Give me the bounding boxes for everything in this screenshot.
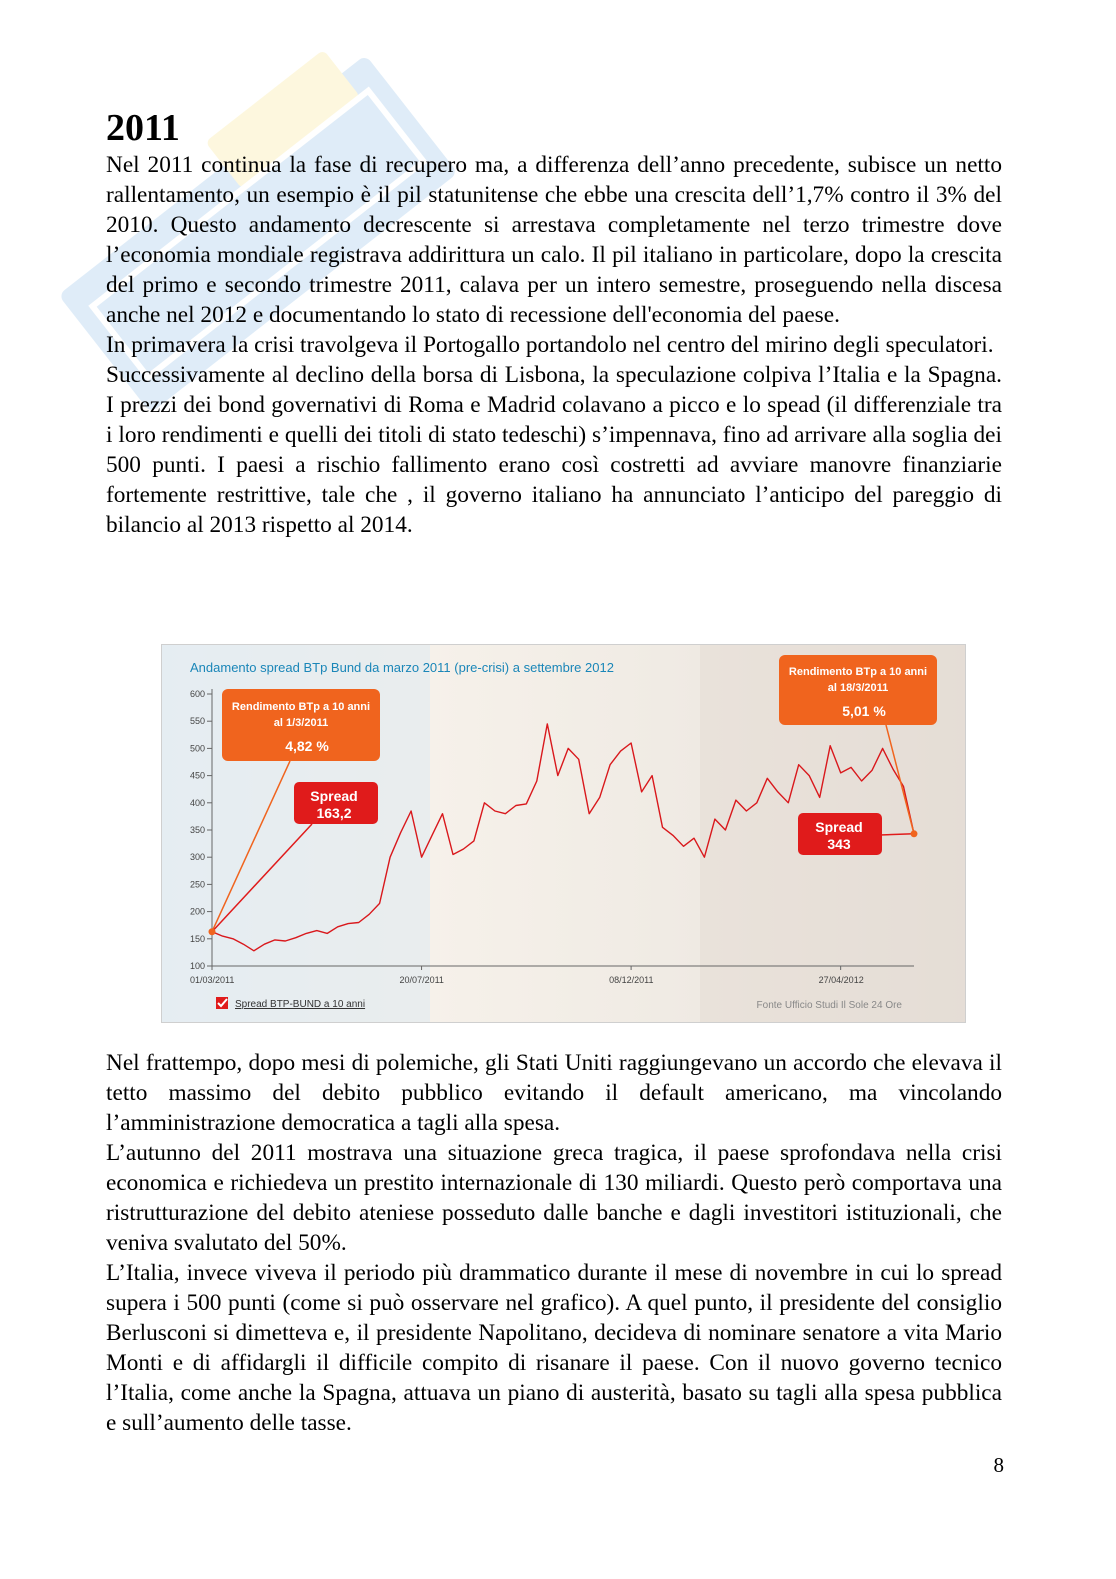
callout-end-spread xyxy=(798,813,882,855)
paragraph: L’autunno del 2011 mostrava una situazione greca tragica, il paese sprofondava nella crisi economica e richiedeva un prestito internazionale di 130 miliardi. Questo però comportava una ristrutturazione del debito ateniese posseduto dalle banche e dagli investitori istituzionali, che veniva svalutato del 50%. xyxy=(106,1140,1002,1256)
callout-end-rate-line2: al 18/3/2011 xyxy=(827,682,889,694)
callout-end-rate-value: 5,01 % xyxy=(842,703,886,719)
y-tick-label: 600 xyxy=(189,689,205,699)
legend-label: Spread BTP-BUND a 10 anni xyxy=(235,999,366,1010)
y-tick-label: 400 xyxy=(189,797,205,808)
paragraph: Successivamente al declino della borsa di Lisbona, la speculazione colpiva l’Italia e la Spagna. I prezzi dei bond governativi di Roma e Madrid colavano a picco e lo spead (il differenziale tra i loro rendimenti e quelli dei titoli di stato tedeschi) s’impennava, fino ad arrivare alla soglia dei 500 punti. I paesi a rischio fallimento erano così costretti ad avviare manovre finanziarie fortemente restrittive, tale che , il governo italiano ha annunciato l’anticipo del pareggio di bilancio al 2013 rispetto al 2014. xyxy=(106,362,1002,538)
chart-legend xyxy=(216,997,365,1010)
y-tick-label: 100 xyxy=(189,961,205,971)
callout-start-rate-value: 4,82 % xyxy=(285,738,329,754)
y-tick-label: 550 xyxy=(189,716,205,727)
callout-end-spread-value: 343 xyxy=(827,836,851,852)
paragraph: Nel frattempo, dopo mesi di polemiche, gli Stati Uniti raggiungevano un accordo che elevava il tetto massimo del debito pubblico evitando il default americano, ma vincolando l’amministrazione democratica a tagli alla spesa. xyxy=(106,1050,1002,1136)
y-tick-label: 200 xyxy=(189,906,205,917)
x-tick-label: 20/07/2011 xyxy=(399,975,444,985)
y-tick-label: 450 xyxy=(189,770,205,781)
callout-end-spread-label: Spread xyxy=(815,819,863,835)
x-tick-label: 27/04/2012 xyxy=(818,975,864,985)
chart-svg xyxy=(162,645,966,1023)
x-tick-label: 01/03/2011 xyxy=(190,975,235,985)
spread-chart xyxy=(161,644,966,1023)
callout-start-rate-line1: Rendimento BTp a 10 anni xyxy=(231,701,371,713)
start-point-marker xyxy=(209,928,216,935)
y-tick-label: 500 xyxy=(189,743,205,754)
callout-end-rate-line1: Rendimento BTp a 10 anni xyxy=(788,666,928,678)
y-tick-label: 300 xyxy=(189,852,205,863)
callout-end-rate xyxy=(779,655,937,725)
paragraph: Nel 2011 continua la fase di recupero ma, a differenza dell’anno precedente, subisce un netto rallentamento, un esempio è il pil statunitense che ebbe una crescita dell’1,7% contro il 3% del 2010. Questo andamento decrescente si arrestava completamente nel terzo trimestre dove l’economia mondiale registrava addirittura un calo. Il pil italiano in particolare, dopo la crescita del primo e secondo trimestre 2011, calava per un intero semestre, proseguendo nella discesa anche nel 2012 e documentando lo stato di recessione dell'economia del paese. xyxy=(106,152,1002,328)
y-tick-label: 250 xyxy=(189,879,205,890)
body-text-top xyxy=(106,150,1002,540)
y-tick-label: 150 xyxy=(189,933,205,944)
callout-start-spread xyxy=(294,782,378,824)
page-number: 8 xyxy=(993,1453,1004,1477)
paragraph: In primavera la crisi travolgeva il Portogallo portandolo nel centro del mirino degli speculatori. xyxy=(106,332,994,358)
callout-start-rate xyxy=(222,689,380,761)
chart-title: Andamento spread BTp Bund da marzo 2011 (pre-crisi) a settembre 2012 xyxy=(190,660,614,675)
body-text-bottom xyxy=(106,1048,1002,1438)
paragraph: L’Italia, invece viveva il periodo più drammatico durante il mese di novembre in cui lo spread supera i 500 punti (come si può osservare nel grafico). A quel punto, il presidente del consiglio Berlusconi si dimetteva e, il presidente Napolitano, decideva di nominare senatore a vita Mario Monti e di affidargli il difficile compito di risanare il paese. Con il nuovo governo tecnico l’Italia, come anche la Spagna, attuava un piano di austerità, basato su tagli alla spesa pubblica e sull’aumento delle tasse. xyxy=(106,1260,1002,1436)
end-point-marker xyxy=(911,830,918,837)
callout-start-rate-line2: al 1/3/2011 xyxy=(273,717,329,729)
section-heading: 2011 xyxy=(106,107,180,149)
x-tick-label: 08/12/2011 xyxy=(609,975,654,985)
chart-source: Fonte Ufficio Studi Il Sole 24 Ore xyxy=(756,1000,902,1011)
callout-start-spread-label: Spread xyxy=(310,788,358,804)
callout-start-spread-value: 163,2 xyxy=(316,805,352,821)
y-tick-label: 350 xyxy=(189,825,205,835)
